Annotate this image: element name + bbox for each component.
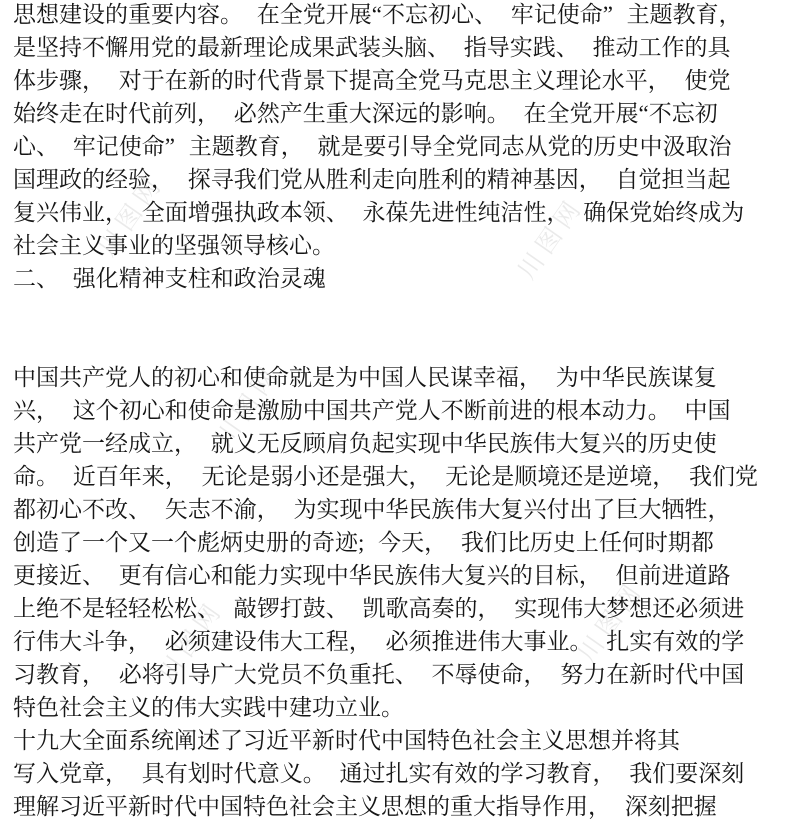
text-line: 社会主义事业的坚强领导核心。	[13, 233, 335, 258]
text-line: 写入党章， 具有划时代意义。 通过扎实有效的学习教育， 我们要深刻	[13, 761, 745, 786]
text-line: 行伟大斗争， 必须建设伟大工程， 必须推进伟大事业。 扎实有效的学	[13, 629, 745, 654]
text-line: 复兴伟业， 全面增强执政本领、 永葆先进性纯洁性， 确保党始终成为	[13, 200, 745, 225]
text-line: 兴， 这个初心和使命是激励中国共产党人不断前进的根本动力。 中国	[13, 398, 731, 423]
text-line: 更接近、 更有信心和能力实现中华民族伟大复兴的目标， 但前进道路	[13, 563, 731, 588]
text-line: 习教育， 必将引导广大党员不负重托、 不辱使命， 努力在新时代中国	[13, 662, 745, 687]
watermark-text: 川图网	[152, 594, 230, 688]
text-line: 中国共产党人的初心和使命就是为中国人民谋幸福， 为中华民族谋复	[13, 365, 717, 390]
text-line: 思想建设的重要内容。 在全党开展“不忘初心、 牢记使命” 主题教育，	[13, 2, 742, 27]
text-line: 都初心不改、 矢志不渝， 为实现中华民族伟大复兴付出了巨大牺牲，	[13, 497, 731, 522]
watermark-text: 川图网	[209, 358, 287, 452]
text-line: 创造了一个又一个彪炳史册的奇迹; 今天， 我们比历史上任何时期都	[13, 530, 714, 555]
watermark-text: 川图网	[572, 574, 650, 668]
text-line: 上绝不是轻轻松松、 敲锣打鼓、 凯歌高奏的， 实现伟大梦想还必须进	[13, 596, 745, 621]
section-heading: 二、 强化精神支柱和政治灵魂	[13, 266, 326, 291]
text-line: 十九大全面系统阐述了习近平新时代中国特色社会主义思想并将其	[13, 728, 680, 753]
text-line: 体步骤， 对于在新的时代背景下提高全党马克思主义理论水平， 使党	[13, 68, 731, 93]
text-line: 命。 近百年来， 无论是弱小还是强大， 无论是顺境还是逆境， 我们党	[13, 464, 758, 489]
text-line: 是坚持不懈用党的最新理论成果武装头脑、 指导实践、 推动工作的具	[13, 35, 731, 60]
text-line: 心、 牢记使命” 主题教育， 就是要引导全党同志从党的历史中汲取治	[13, 134, 732, 159]
blank-line	[13, 328, 791, 361]
watermark-text: 川图网	[92, 168, 170, 262]
text-line: 始终走在时代前列， 必然产生重大深远的影响。 在全党开展“不忘初	[13, 101, 718, 126]
text-line: 理解习近平新时代中国特色社会主义思想的重大指导作用， 深刻把握	[13, 794, 717, 819]
text-line: 共产党一经成立， 就义无反顾肩负起实现中华民族伟大复兴的历史使	[13, 431, 717, 456]
text-line: 特色社会主义的伟大实践中建功立业。	[13, 695, 404, 720]
text-column	[13, 0, 791, 823]
blank-line	[13, 295, 791, 328]
watermark-text: 川图网	[512, 191, 590, 285]
text-line: 国理政的经验， 探寻我们党从胜利走向胜利的精神基因， 自觉担当起	[13, 167, 731, 192]
